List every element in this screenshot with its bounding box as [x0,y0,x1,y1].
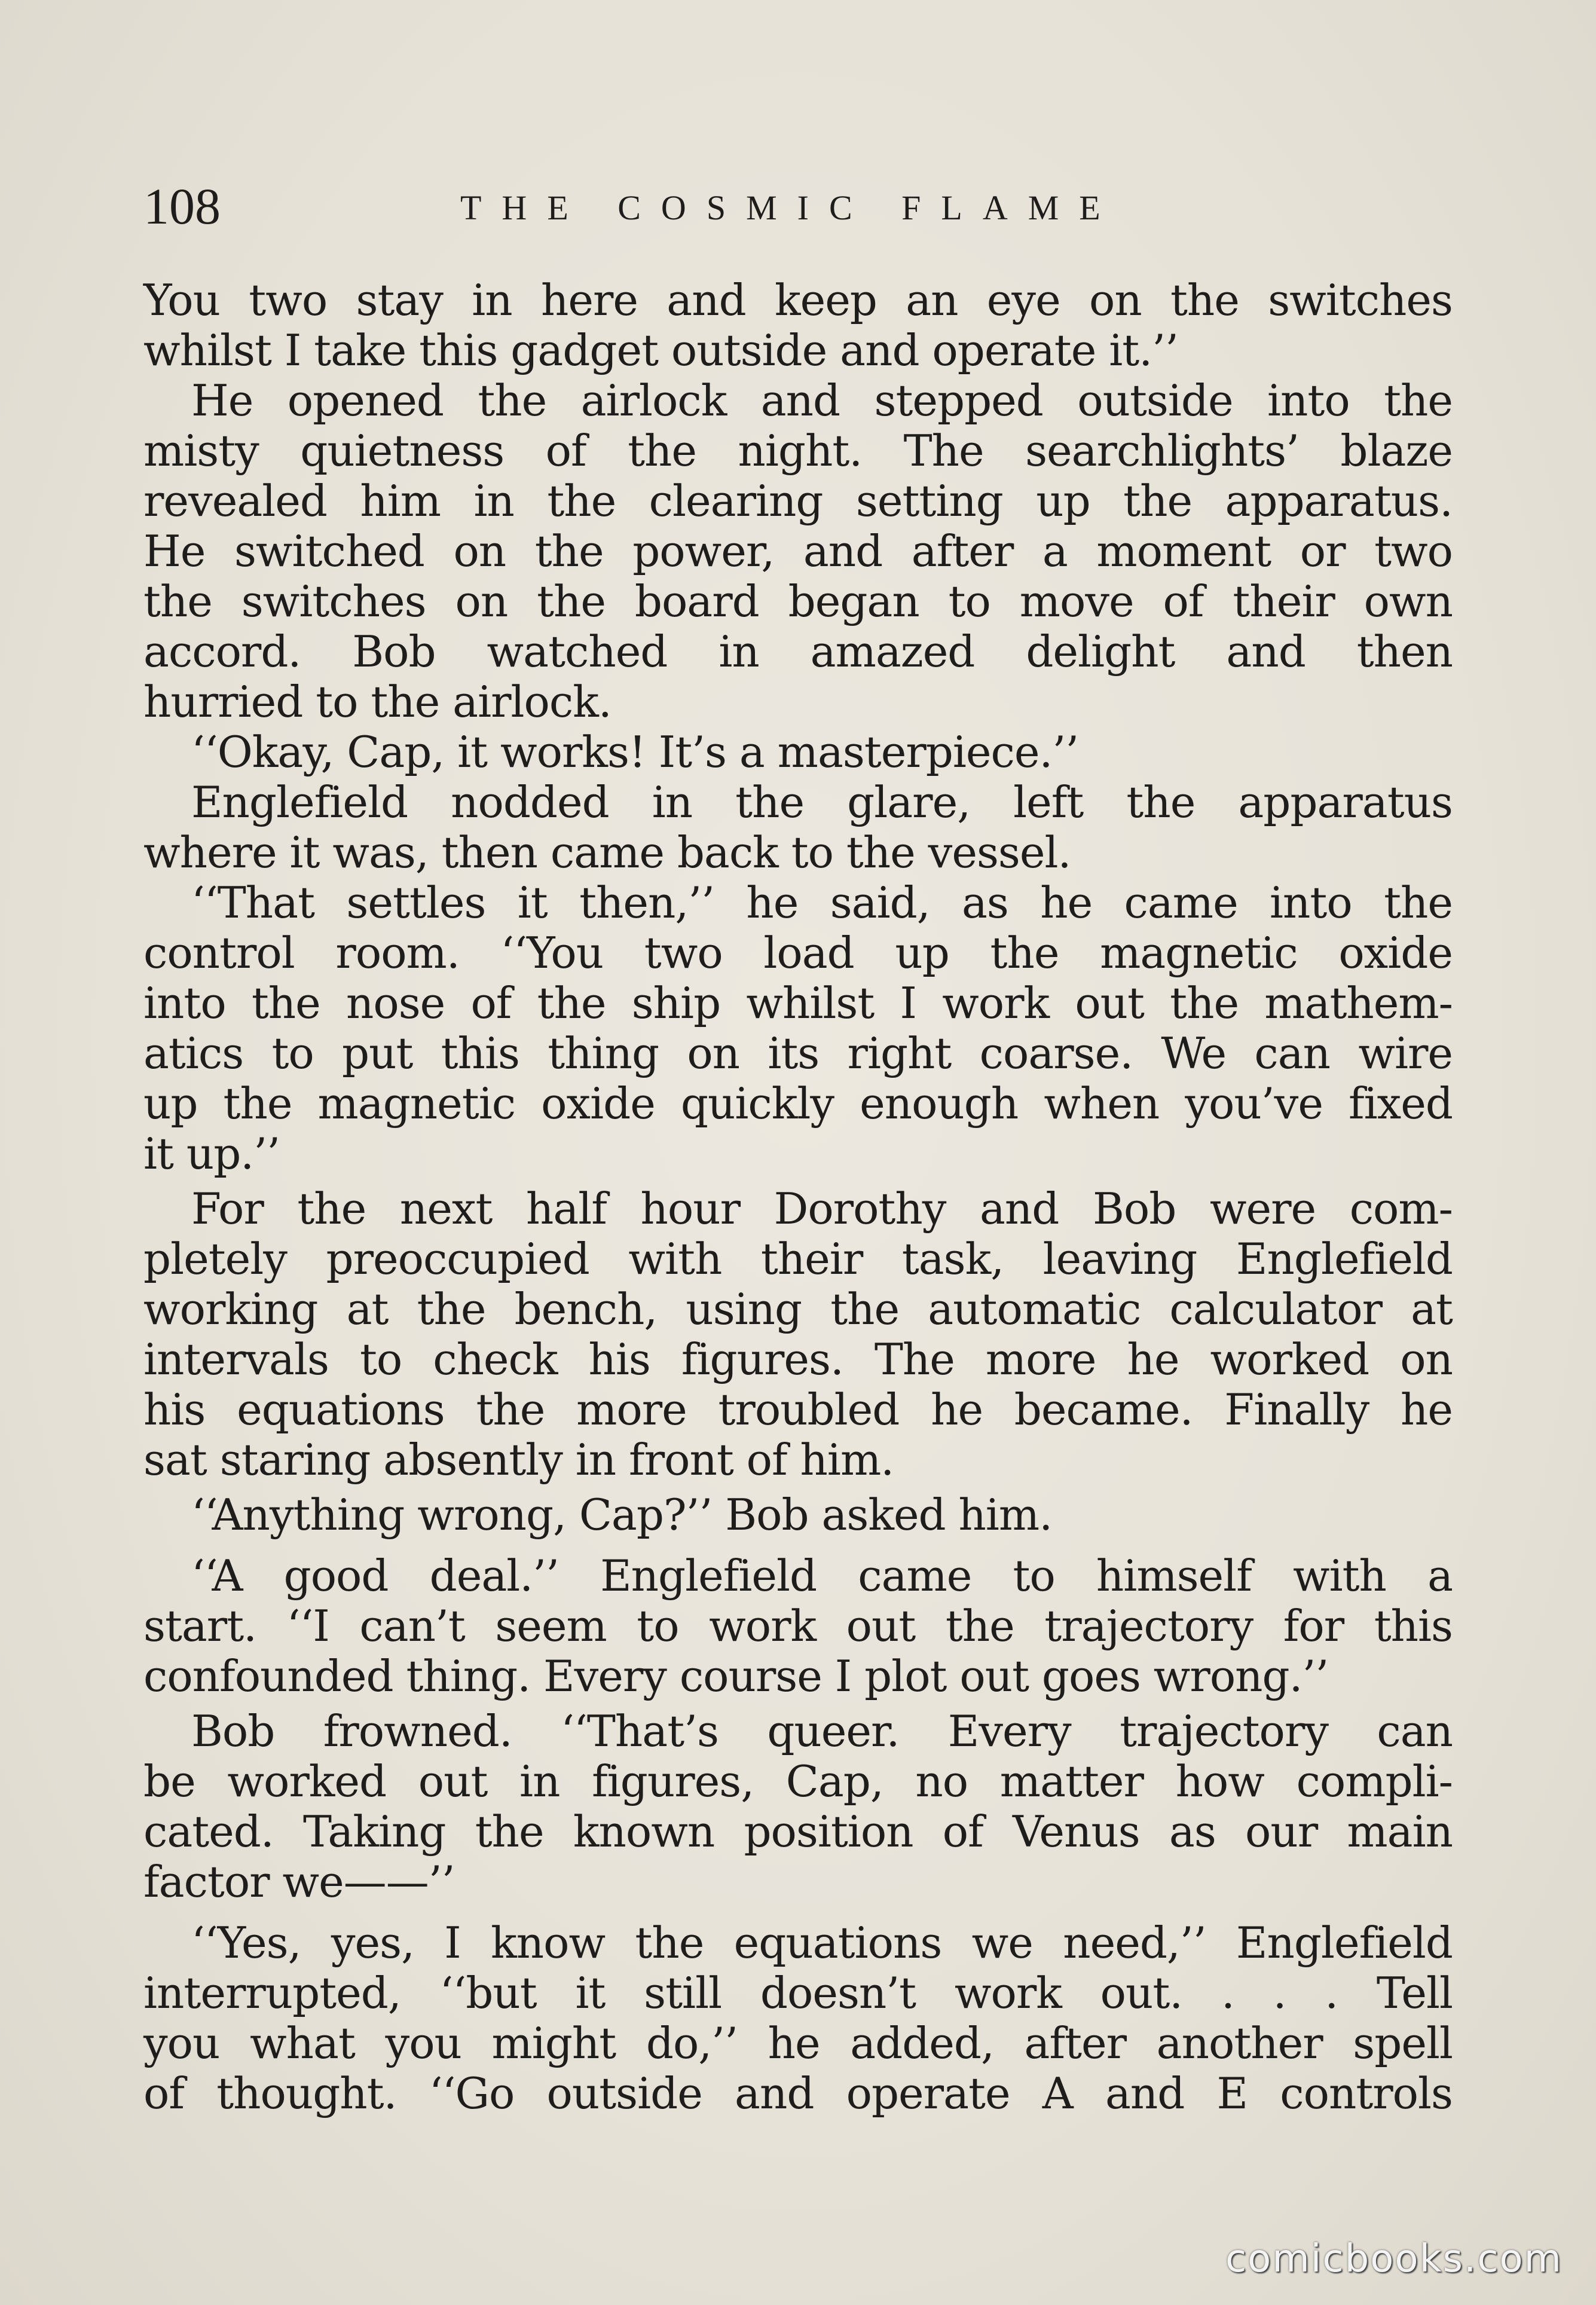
text-line: you what you might do,’’ he added, after another spell [143,2018,1453,2068]
text-line: intervals to check his figures. The more he worked on [143,1334,1453,1384]
text-line: sat staring absently in front of him. [143,1435,894,1485]
text-line: accord. Bob watched in amazed delight and then [143,626,1453,677]
text-line: pletely preoccupied with their task, leaving Englefield [143,1234,1453,1284]
text-line: You two stay in here and keep an eye on the switches [143,275,1453,325]
text-line: ‘‘A good deal.’’ Englefield came to himself with a [191,1551,1453,1601]
text-line: the switches on the board began to move of their own [143,576,1453,626]
text-line: hurried to the airlock. [143,677,612,727]
text-line: control room. ‘‘You two load up the magnetic oxide [143,928,1453,978]
running-title: THE COSMIC FLAME [460,188,1121,227]
text-line: misty quietness of the night. The searchlights’ blaze [143,426,1453,476]
body-text [143,275,1453,2118]
text-line: ‘‘Yes, yes, I know the equations we need,’’ Englefield [191,1918,1453,1968]
text-line: For the next half hour Dorothy and Bob were com- [191,1184,1453,1234]
text-line: confounded thing. Every course I plot out goes wrong.’’ [143,1651,1329,1701]
text-line: atics to put this thing on its right coarse. We can wire [143,1028,1453,1078]
text-line: interrupted, ‘‘but it still doesn’t work out. . . . Tell [143,1968,1453,2018]
text-line: cated. Taking the known position of Venus as our main [143,1806,1453,1857]
text-line: start. ‘‘I can’t seem to work out the trajectory for this [143,1601,1453,1651]
text-line: of thought. ‘‘Go outside and operate A and E controls [143,2068,1453,2118]
watermark: comicbooks.com [1225,2237,1563,2281]
text-line: ‘‘That settles it then,’’ he said, as he came into the [191,878,1453,928]
text-line: He opened the airlock and stepped outside into the [191,375,1453,426]
text-line: his equations the more troubled he became. Finally he [143,1384,1453,1435]
text-line: ‘‘Okay, Cap, it works! It’s a masterpiece.’’ [191,727,1079,777]
text-line: it up.’’ [143,1129,280,1179]
text-line: Bob frowned. ‘‘That’s queer. Every trajectory can [191,1706,1453,1756]
text-line: Englefield nodded in the glare, left the apparatus [191,777,1453,827]
text-line: working at the bench, using the automatic calculator at [143,1284,1453,1334]
page-number: 108 [143,178,221,235]
page-header [143,173,1453,239]
text-line: be worked out in figures, Cap, no matter how compli- [143,1756,1453,1806]
text-line: ‘‘Anything wrong, Cap?’’ Bob asked him. [191,1490,1053,1540]
text-line: up the magnetic oxide quickly enough when you’ve fixed [143,1078,1453,1129]
text-line: He switched on the power, and after a moment or two [143,526,1453,576]
text-line: whilst I take this gadget outside and operate it.’’ [143,325,1178,375]
text-line: revealed him in the clearing setting up the apparatus. [143,476,1453,526]
text-line: factor we——’’ [143,1857,455,1907]
text-line: where it was, then came back to the vessel. [143,827,1071,878]
text-line: into the nose of the ship whilst I work out the mathem- [143,978,1453,1028]
